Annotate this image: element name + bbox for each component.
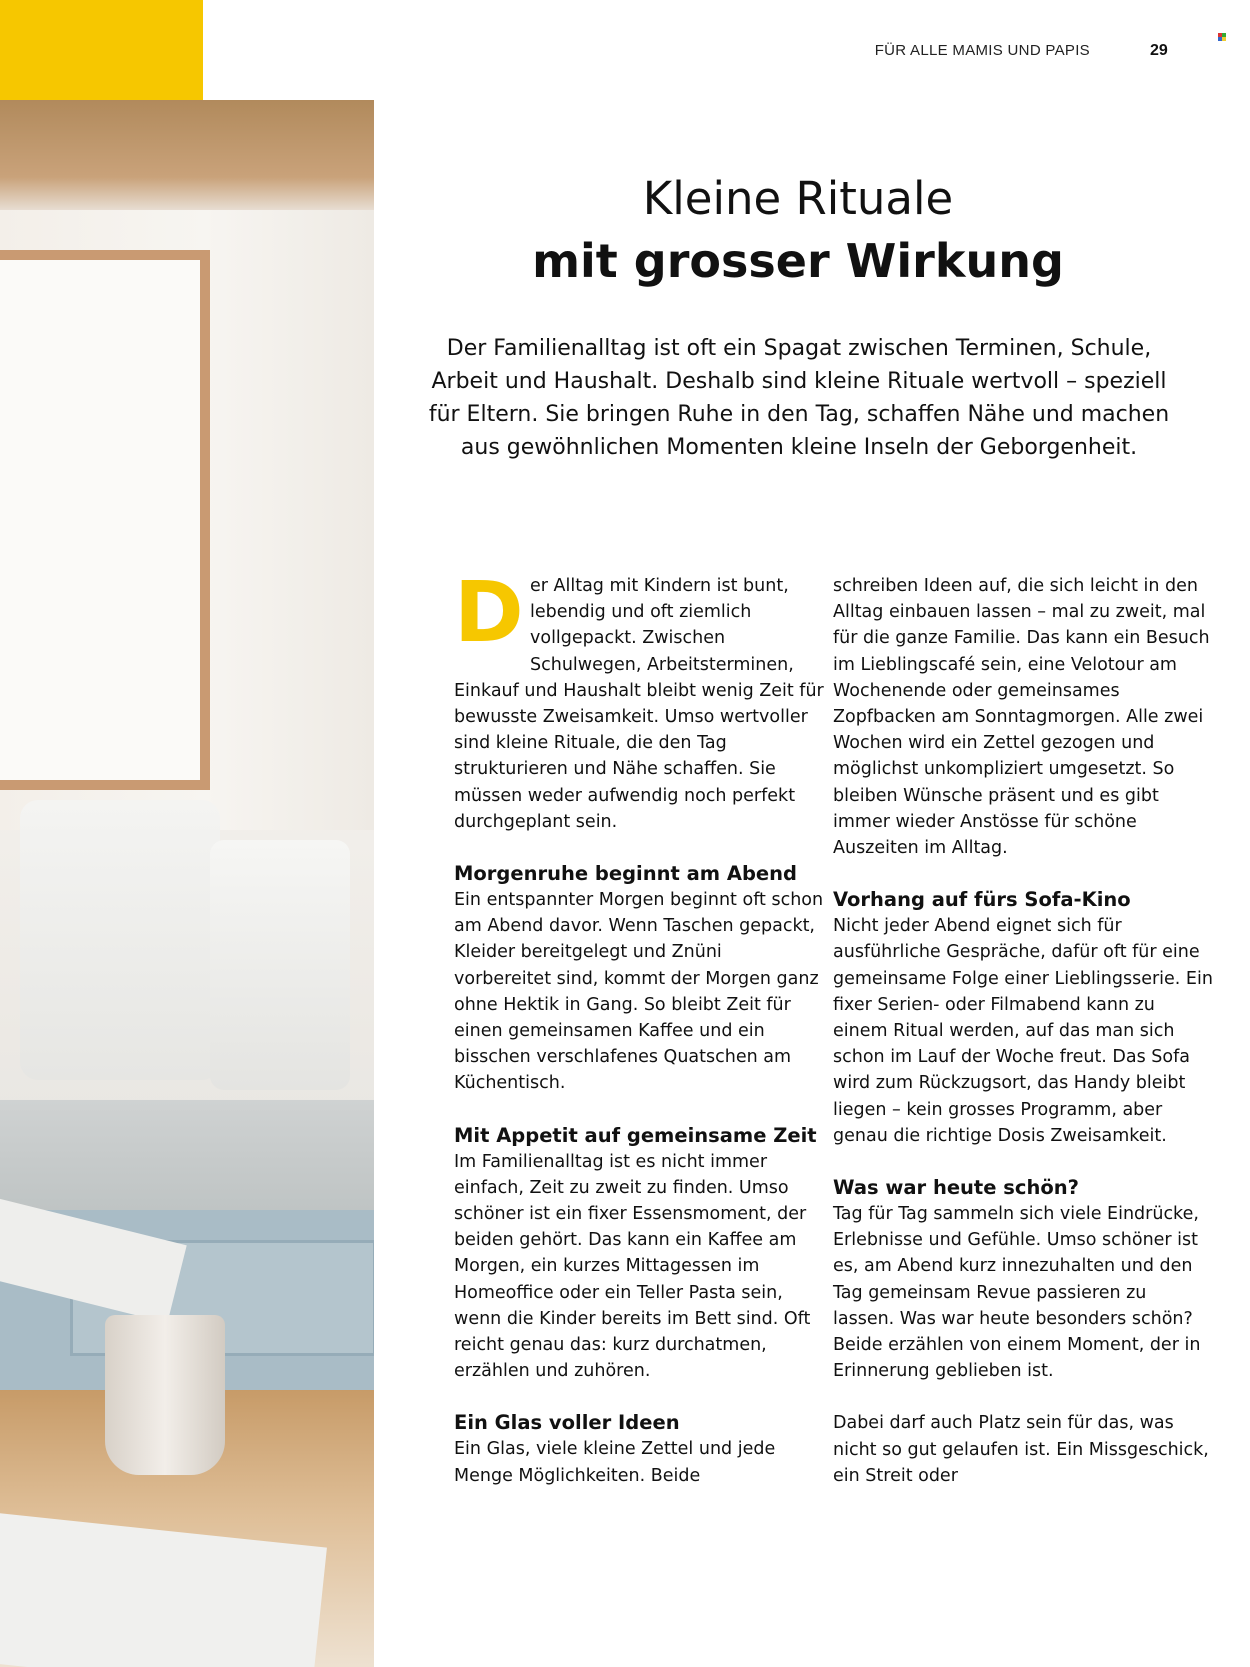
yellow-corner-block (0, 0, 203, 100)
section-heading: Morgenruhe beginnt am Abend (454, 862, 797, 886)
body-paragraph: er Alltag mit Kindern ist bunt, lebendig und oft ziemlich vollgepackt. Zwischen Schulwegen, Arbeitsterminen, Einkauf und Haushalt bleibt wenig Zeit für bewusste Zweisamkeit. Umso wertvoller sind kleine Rituale, die den Tag strukturieren und Nähe schaffen. Sie müssen weder aufwendig noch perfekt durchgeplant sein. (454, 576, 824, 832)
kitchen-photo (0, 100, 374, 1667)
section-text: Nicht jeder Abend eignet sich für ausführliche Gespräche, dafür oft für eine gemeinsame Folge einer Lieblingsserie. Ein fixer Serien- oder Filmabend kann zu einem Ritual werden, auf das man sich schon im Lauf der Woche freut. Das Sofa wird zum Rückzugsort, das Handy bleibt liegen – kein grosses Programm, aber genau die richtige Dosis Zweisamkeit. (833, 916, 1213, 1146)
title-line-1: Kleine Rituale (642, 172, 954, 225)
title-line-2: mit grosser Wirkung (532, 234, 1064, 288)
body-paragraph: Dabei darf auch Platz sein für das, was nicht so gut gelaufen ist. Ein Missgeschick, ein Streit oder (833, 1413, 1209, 1486)
right-column (833, 573, 1213, 1489)
section-heading: Vorhang auf fürs Sofa-Kino (833, 888, 1131, 912)
section-text: Ein entspannter Morgen beginnt oft schon am Abend davor. Wenn Taschen gepackt, Kleider bereitgelegt und Znüni vorbereitet sind, kommt der Morgen ganz ohne Hektik in Gang. So bleibt Zeit für einen gemeinsamen Kaffee und ein bisschen verschlafenes Quatschen am Küchentisch. (454, 890, 824, 1094)
section-label: FÜR ALLE MAMIS UND PAPIS (874, 42, 1090, 59)
body-paragraph: schreiben Ideen auf, die sich leicht in den Alltag einbauen lassen – mal zu zweit, mal für die ganze Familie. Das kann ein Besuch im Lieblingscafé sein, eine Velotour am Wochenende oder gemeinsames Zopfbacken am Sonntagmorgen. Alle zwei Wochen wird ein Zettel gezogen und möglichst unkompliziert umgesetzt. So bleiben Wünsche präsent und es gibt immer wieder Anstösse für schöne Auszeiten im Alltag. (833, 576, 1210, 859)
article-intro: Der Familienalltag ist oft ein Spagat zwischen Terminen, Schule, Arbeit und Haushalt. Deshalb sind kleine Rituale wertvoll – speziell für Eltern. Sie bringen Ruhe in den Tag, schaffen Nähe und machen aus gewöhnlichen Momenten kleine Inseln der Geborgenheit. (428, 336, 1170, 460)
color-registration-mark (1218, 33, 1226, 41)
section-heading: Was war heute schön? (833, 1176, 1079, 1200)
photo-appliance (20, 800, 220, 1080)
photo-cup (105, 1315, 225, 1475)
left-column (454, 563, 824, 1489)
section-text: Tag für Tag sammeln sich viele Eindrücke, Erlebnisse und Gefühle. Umso schöner ist es, am Abend kurz innezuhalten und den Tag gemeinsam Revue passieren zu lassen. Was war heute besonders schön? Beide erzählen von einem Moment, der in Erinnerung geblieben ist. (833, 1204, 1201, 1382)
drop-cap: D (454, 563, 524, 661)
section-heading: Ein Glas voller Ideen (454, 1411, 680, 1435)
section-text: Ein Glas, viele kleine Zettel und jede Menge Möglichkeiten. Beide (454, 1439, 776, 1486)
section-heading: Mit Appetit auf gemeinsame Zeit (454, 1123, 817, 1147)
photo-counter (0, 1100, 374, 1210)
article-title (400, 168, 1196, 292)
photo-window (0, 250, 210, 790)
photo-appliance (210, 840, 350, 1090)
page-number: 29 (1150, 42, 1168, 59)
photo-ceiling (0, 100, 374, 210)
section-text: Im Familienalltag ist es nicht immer einfach, Zeit zu zweit zu finden. Umso schöner ist ein fixer Essensmoment, der beiden gehört. Das kann ein Kaffee am Morgen, ein kurzes Mittagessen im Homeoffice oder ein Teller Pasta sein, wenn die Kinder bereits im Bett sind. Oft reicht genau das: kurz durchatmen, erzählen und zuhören. (454, 1151, 811, 1382)
